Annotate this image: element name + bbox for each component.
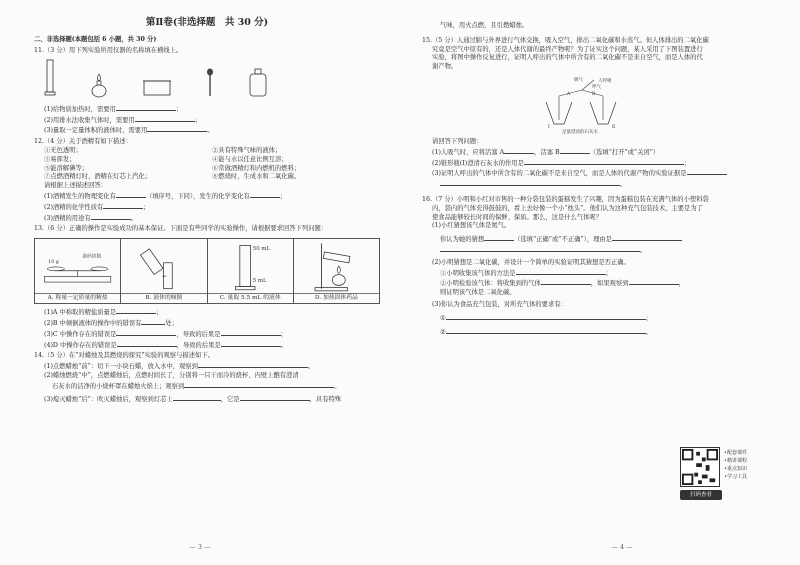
q16-part2-i: ①小明收集该气体的方法是 ； (440, 269, 612, 277)
lab-cell-a (35, 239, 121, 303)
qr-item: •重点知识 (724, 466, 747, 472)
answer-blank[interactable] (184, 381, 334, 388)
answer-blank[interactable] (250, 191, 280, 198)
q14-part3: (3)熄灭蜡烛“后”：吹灭蜡烛后，观察到灯芯上 ，它是 ，具有特殊 (44, 395, 342, 403)
limewater-caption: 足量澄清的石灰水 (562, 129, 598, 134)
lab-cell-d (294, 239, 379, 303)
q14-part2-cont: 石灰水的洁净的小烧杯罩在蜡烛火焰上；观察到 。 (52, 382, 341, 390)
q16-stem-1: 16.（7 分）小明和小红对市售的一种分袋包装的蛋糕发生了兴趣，因为蛋糕包装在充满气体的小塑料袋 (422, 195, 709, 203)
scan-button[interactable]: 扫码查看 (680, 490, 722, 500)
q15-stem-2: 究竟是空气中原有的，还是人体代谢的最终产物呢？为了证实这个问题，某人采用了下图装置进行 (432, 45, 703, 53)
flask-2-label: Ⅱ (612, 124, 616, 130)
answer-blank[interactable] (541, 278, 591, 285)
answer-blank[interactable] (141, 318, 165, 325)
reagent-bottle-icon (248, 68, 268, 98)
q12-part1: (1)酒精发生的物理变化有 （填序号，下同），发生的化学变化有 ； (44, 192, 287, 200)
q15-part2: (2)锥形瓶(Ⅰ)澄清石灰水的作用是 ； (432, 159, 691, 167)
q12-property-4: ④能与水以任意比例互溶； (212, 155, 288, 163)
q16-requirement-1: ① ； (440, 314, 652, 322)
answer-blank[interactable] (221, 329, 281, 336)
inhale-label: 吸气 (574, 77, 583, 83)
q12-ask: 请根据上述描述回答： (44, 182, 107, 190)
alcohol-lamp-icon (90, 72, 108, 98)
pouring-liquid-icon (121, 239, 206, 293)
answer-blank[interactable] (147, 125, 207, 132)
q16-part2-iii: 则证明该气体是二氧化碳。 (440, 289, 516, 297)
answer-blank[interactable] (504, 147, 534, 154)
heating-setup-icon (294, 239, 379, 293)
answer-blank[interactable] (612, 234, 682, 241)
balance-icon (35, 239, 120, 293)
answer-blank[interactable] (117, 340, 177, 347)
answer-blank[interactable] (135, 115, 195, 122)
q11-part3: (3)量取一定量体积的液体时，需要用 。 (44, 127, 214, 135)
q12-property-7: ⑦点燃酒精灯时，酒精在灯芯上汽化； (44, 173, 152, 181)
balance-rider-label: 游码读数 (82, 254, 102, 260)
q12-property-1: ①无色透明； (44, 146, 82, 154)
q12-property-2: ②具有特殊气味的液体； (212, 146, 282, 154)
q15-ask: 请回答下列问题： (432, 137, 483, 145)
qr-code-icon[interactable] (680, 447, 720, 487)
lab-cell-b (121, 239, 207, 303)
q12-stem: 12.（4 分）关于酒精有如下描述： (34, 138, 132, 146)
answer-blank[interactable] (446, 327, 646, 334)
q16-requirement-2: ② 。 (440, 328, 652, 336)
q12-property-5: ⑤能溶解碘等； (44, 164, 89, 172)
answer-blank[interactable] (524, 158, 684, 165)
answer-blank[interactable] (198, 361, 308, 368)
qr-item: •学习工具 (724, 474, 747, 480)
qr-item: •配套课件 (724, 450, 747, 456)
q11-stem: 11.（3 分）用下列实验所用仪器的名称填在横线上。 (34, 47, 183, 54)
qr-code-panel (680, 447, 780, 517)
answer-blank[interactable] (116, 104, 176, 111)
q16-stem-3: 使食品能够较长时间的保鲜、保质。那么，这是什么气体呢？ (432, 213, 603, 221)
q16-part1: (1)小红猜想该气体是氮气。 (432, 222, 511, 230)
q11-apparatus-figure (34, 56, 380, 104)
q15-stem-1: 15.（5 分）人通过肺与外界进行气体交换，吸入空气，排出二氧化碳和水蒸气。但人体排出的二氧化碳 (422, 36, 709, 44)
graduated-cylinder-icon (44, 58, 56, 98)
answer-blank[interactable] (173, 394, 221, 401)
caption-c: C. 量取 5.5 mL 的液体 (208, 293, 293, 303)
answer-blank[interactable] (91, 213, 131, 220)
right-page: 气味，用火点燃，且引燃蜡烛。 15.（5 分）人通过肺与外界进行气体交换，吸入空气，排出二氧化碳和水蒸气。但人体排出的二氧化碳 究竟是空气中原有的，还是人体代谢的最终产物呢？为了证实这个问题，某人采用了下图装置进行 实验，将图中操作反复进行，证明人呼出的气体中所含有的二氧化碳不是来自空气，而是人体的代 谢产物。 吸气 人呼吸 呼气 A B Ⅰ Ⅱ 足量澄清的石灰水 请回答下列问题： (1)人吸气时，应将活塞 A ，活塞 B （选填“打开”或“关闭”） (2)锥形瓶(Ⅰ)澄清石灰水的作用是 ； (3)证明人呼出的气体中所含有的二氧化碳不是来自空气，而是人体的代谢产物的实验证据是 。 16.（7 分）小明和小红对市售的一种分袋包装的蛋糕发生了兴趣，因为蛋糕包装在充满气体的小塑料袋 内，袋内的气体充得鼓鼓的，看上去好像一个小“枕头”。他们认为这种充气包装技术，主要是为了 使食品能够较长时间的保鲜、保质。那么，这是什么气体呢？ (1)小红猜想该气体是氮气。 你认为她的猜想 （选填“正确”或“不正确”），理由是 。 (2)小明猜想是二氧化碳，并设计一个简单的实验证明其猜想是否正确。 ①小明收集该气体的方法是 ； ②小明检验该气体：将收集到的气体 ，如果观察到 ， 则证明该气体是二氧化碳。 (3)你认为食品充气包装，对所充气体的要求有： ① ； ② 。 •配套课件 •精讲课程 •重点知识 •学习工具 扫码查看 — 4 — (400, 0, 800, 565)
answer-blank[interactable] (516, 268, 606, 275)
q13-stem: 13.（6 分）正确的操作是实验成功的基本保证。下面是有些同学的实验操作，请根据要求回答下列问题： (34, 225, 328, 233)
q12-part3: (3)酒精的用途有 。 (44, 214, 137, 222)
answer-blank[interactable] (629, 278, 679, 285)
q16-part2-ii: ②小明检验该气体：将收集到的气体 ，如果观察到 ， (440, 280, 685, 288)
page-number-right: — 4 — (611, 543, 633, 551)
q14-continuation: 气味，用火点燃，且引燃蜡烛。 (440, 22, 529, 29)
q15-part1: (1)人吸气时，应将活塞 A ，活塞 B （选填“打开”或“关闭”） (432, 148, 660, 156)
section-heading: 二、非选择题(本题包括 6 小题，共 30 分) (34, 36, 157, 43)
valve-b-label: B (592, 91, 596, 97)
answer-blank[interactable] (103, 202, 143, 209)
q13-part2: (2)B 中倾倒液体的操作中的错误有 处； (44, 319, 179, 327)
q16-part3: (3)你认为食品充气包装，对所充气体的要求有： (432, 300, 567, 308)
q14-part1: (1)点燃蜡烛“前”：切下一小块石蜡，放入水中，观察到 。 (44, 363, 315, 371)
q15-breathing-apparatus-figure (534, 76, 634, 134)
q12-property-8: ⑧燃烧时，生成水和二氧化碳。 (212, 173, 301, 181)
q13-part3: (3)C 中操作存在的错误是 ，导致的后果是 ； (44, 330, 287, 338)
q14-stem: 14.（5 分）在“对蜡烛及其燃烧的探究”实验的观察与描述如下。 (34, 352, 214, 360)
balance-weight-label: 10 g (48, 260, 59, 266)
q15-part3: (3)证明人呼出的气体中所含有的二氧化碳不是来自空气，而是人体的代谢产物的实验证据是 (422, 168, 770, 179)
flask-1-label: Ⅰ (548, 124, 550, 130)
caption-a: A. 称量一定质量的精盐 (35, 293, 120, 303)
gas-jar-icon (142, 78, 172, 98)
q11-part2: (2)用排水法收集气体时，需要用 ； (44, 116, 202, 124)
q13-operations-figure (34, 238, 380, 304)
q11-part1: (1)给物质加热时，需要用 ； (44, 105, 183, 113)
dropper-icon (206, 68, 214, 98)
cylinder-mark-label: 5 mL (252, 278, 267, 285)
q12-property-3: ③易挥发； (44, 155, 76, 163)
answer-blank[interactable] (560, 147, 590, 154)
measuring-cylinder-icon (208, 239, 293, 293)
valve-a-label: A (567, 91, 571, 97)
paper-section-title: 第Ⅱ卷(非选择题 共 30 分) (145, 17, 269, 28)
cylinder-top-label: 50 mL (252, 245, 270, 252)
answer-blank[interactable] (440, 179, 620, 186)
q16-stem-2: 内，袋内的气体充得鼓鼓的，看上去好像一个小“枕头”。他们认为这种充气包装技术，主要是为了 (432, 204, 703, 212)
answer-blank[interactable] (116, 191, 146, 198)
q14-part2: (2)蜡烛燃烧“中”，点燃蜡烛后，点燃时间长了，分别将一只干而冷的烧杯、内壁上醮有澄清 (44, 371, 299, 379)
q12-property-6: ⑥常做酒精灯和内燃机的燃料； (212, 164, 301, 172)
answer-blank[interactable] (484, 234, 514, 241)
q15-stem-3: 实验，将图中操作反复进行，证明人呼出的气体中所含有的二氧化碳不是来自空气，而是人体的代 (432, 54, 703, 62)
answer-blank[interactable] (446, 313, 646, 320)
lab-cell-c (208, 239, 294, 303)
q15-stem-4: 谢产物。 (432, 63, 458, 71)
q13-part4: (4)D 中操作存在的错误是 ，导致的后果是 。 (44, 341, 288, 349)
qr-feature-list (724, 449, 747, 481)
page-number-left: — 3 — (189, 543, 211, 551)
q16-part2: (2)小明猜想是二氧化碳，并设计一个简单的实验证明其猜想是否正确。 (432, 258, 630, 266)
answer-blank[interactable] (240, 394, 310, 401)
q16-part1-reason: 你认为她的猜想 （选填“正确”或“不正确”），理由是 (422, 234, 770, 245)
answer-blank[interactable] (116, 307, 156, 314)
answer-blank[interactable] (221, 340, 281, 347)
exhale-label: 呼气 (592, 84, 601, 90)
answer-blank[interactable] (116, 329, 176, 336)
caption-d: D. 加热固体药品 (294, 293, 379, 303)
q12-part2: (2)酒精的化学性质有 ； (44, 203, 150, 211)
answer-blank[interactable] (687, 168, 727, 175)
answer-blank[interactable] (440, 245, 640, 252)
person-label: 人呼吸 (598, 78, 612, 84)
qr-item: •精讲课程 (724, 458, 747, 464)
caption-b: B. 液体的倾倒 (121, 293, 206, 303)
q13-part1: (1)A 中称取的精盐质量是 ； (44, 309, 163, 317)
